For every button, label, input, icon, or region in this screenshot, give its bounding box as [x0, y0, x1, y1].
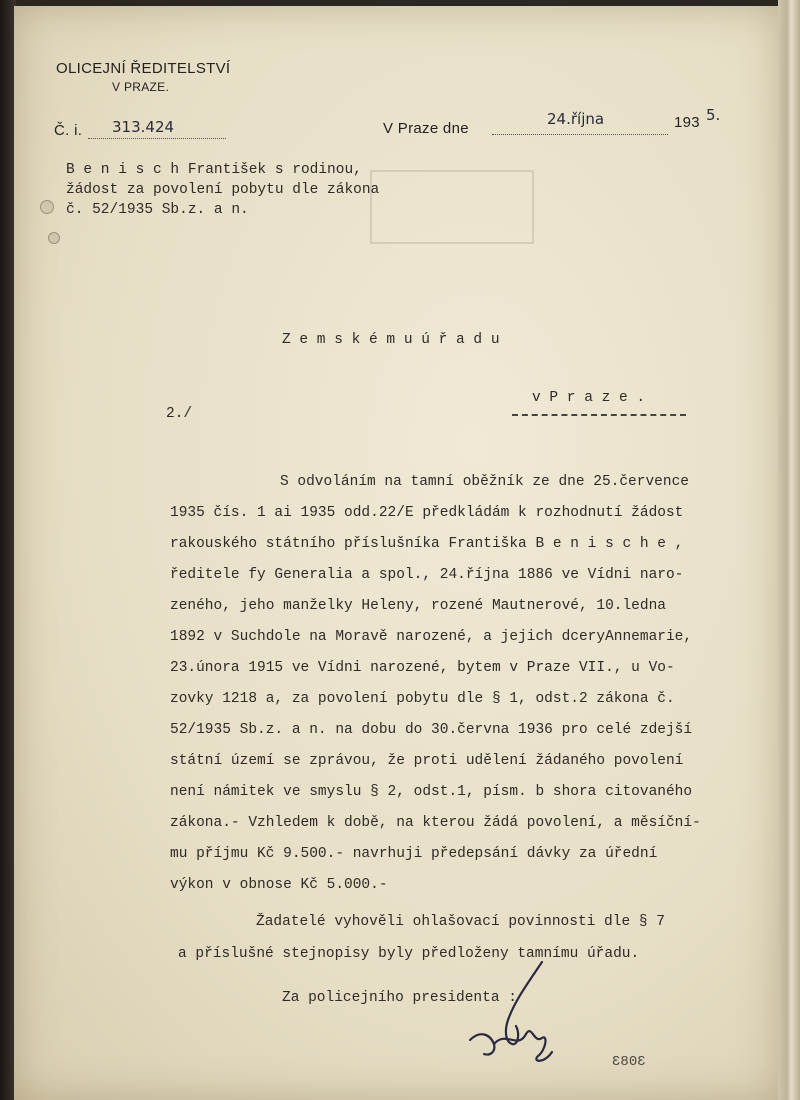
- body-line: 23.února 1915 ve Vídni narozené, bytem v Praze VII., u Vo-: [170, 660, 675, 676]
- handwritten-signature: [460, 960, 570, 1070]
- date-underline: [492, 134, 668, 135]
- punch-hole: [40, 200, 54, 214]
- body-line: výkon v obnose Kč 5.000.-: [170, 877, 388, 893]
- footer-number: 3083: [612, 1054, 646, 1070]
- body-line: 1935 čís. 1 ai 1935 odd.22/E předkládám k rozhodnutí žádost: [170, 505, 684, 521]
- body-line: státní území se zprávou, že proti udělení žádaného povolení: [170, 753, 684, 769]
- closing-line: Za policejního presidenta :: [282, 990, 517, 1006]
- recipient-line-2: v P r a z e .: [532, 390, 646, 406]
- recipient-line-1: Z e m s k é m u ú ř a d u: [282, 332, 500, 348]
- date-year-printed: 193: [674, 114, 700, 131]
- body-line: 52/1935 Sb.z. a n. na dobu do 30.června 1936 pro celé zdejší: [170, 722, 693, 738]
- ref-number: 313.424: [112, 118, 175, 136]
- date-day-month: 24.října: [547, 110, 605, 128]
- body-line: není námitek ve smyslu § 2, odst.1, písm. b shora citovaného: [170, 784, 693, 800]
- body-line: rakouského státního příslušníka Františka B e n i s c h e ,: [170, 536, 684, 552]
- ref-label: Č. i.: [54, 122, 83, 139]
- recipient-underline: [512, 414, 686, 416]
- body-para2-line-2: a příslušné stejnopisy byly předloženy tamnímu úřadu.: [178, 946, 640, 962]
- ref-underline: [88, 138, 226, 139]
- body-line: zovky 1218 a, za povolení pobytu dle § 1, odst.2 zákona č.: [170, 691, 675, 707]
- body-line: mu příjmu Kč 9.500.- navrhuji předepsání dávky za úřední: [170, 846, 658, 862]
- paper-stack-edge: [778, 0, 800, 1100]
- body-line: ředitele fy Generalia a spol., 24.října 1886 ve Vídni naro-: [170, 567, 684, 583]
- body-line: zákona.- Vzhledem k době, na kterou žádá povolení, a měsíční-: [170, 815, 701, 831]
- body-line: S odvoláním na tamní oběžník ze dne 25.července: [280, 474, 689, 490]
- body-line: zeného, jeho manželky Heleny, rozené Mautnerové, 10.ledna: [170, 598, 666, 614]
- letterhead-city: V PRAZE.: [112, 80, 170, 94]
- subject-line-3: č. 52/1935 Sb.z. a n.: [66, 202, 249, 218]
- bleed-through-stamp: [370, 170, 534, 244]
- enclosure-count: 2./: [166, 406, 193, 422]
- subject-line-1: B e n i s c h František s rodinou,: [66, 162, 362, 178]
- body-para2-line-1: Žadatelé vyhověli ohlašovací povinnosti dle § 7: [256, 914, 665, 930]
- body-line: 1892 v Suchdole na Moravě narozené, a jejich dceryAnnemarie,: [170, 629, 693, 645]
- punch-hole: [48, 232, 60, 244]
- subject-line-2: žádost za povolení pobytu dle zákona: [66, 182, 380, 198]
- date-prefix: V Praze dne: [383, 120, 469, 137]
- letterhead-office: OLICEJNÍ ŘEDITELSTVÍ: [56, 60, 231, 77]
- date-year-hand: 5.: [706, 106, 721, 124]
